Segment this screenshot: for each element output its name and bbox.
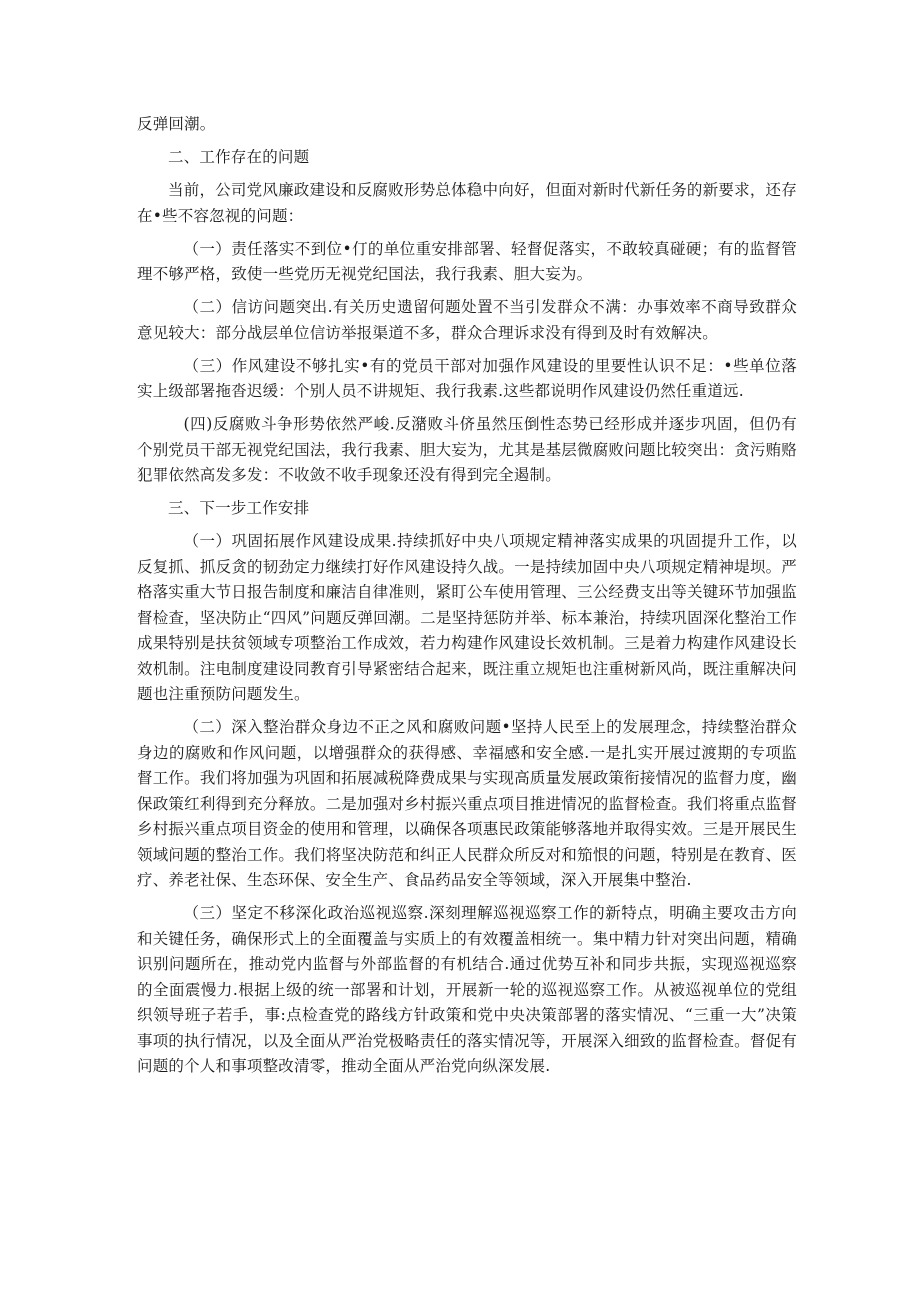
paragraph-step-2: （二）深入整治群众身边不正之风和腐败问题•坚持人民至上的发展理念，持续整治群众身边的腐败和作风问题，以增强群众的获得感、幸福感和安全感.一是扎实开展过渡期的专项监督工作。我们将加强为巩固和拓展减税降费成果与实现高质量发展政策衔接情况的监督力度，幽保政策红利得到充分释放。二是加强对乡村振兴重点项目推进情况的监督检查。我们将重点监督乡村振兴重点项目资金的使用和管理，以确保各项惠民政策能够落地并取得实效。三是开展民生领域问题的整治工作。我们将坚决防范和纠正人民群众所反对和笳恨的问题，特别是在教育、医疗、养老社保、生态环保、安全生产、食品药品安全等领域，深入开展集中整治. xyxy=(137,718,797,889)
section-heading-next-steps: 三、下一步工作安排 xyxy=(168,499,310,517)
paragraph-intro-problems: 当前，公司党风廉政建设和反腐败形势总体稳中向好，但面对新时代新任务的新要求，还存在•些不容忽视的问题： xyxy=(137,181,797,225)
paragraph-continuation: 反弹回潮。 xyxy=(137,115,216,133)
section-heading-problems: 二、工作存在的问题 xyxy=(168,148,310,166)
paragraph-problem-2: （二）信访问题突出.有关历史遗留何题处置不当引发群众不满：办事效率不商导致群众意见较大：部分战层单位信访举报渠道不多，群众合理诉求没有得到及时有效解决。 xyxy=(137,298,797,342)
paragraph-step-1: （一）巩固拓展作风建设成果.持续抓好中央八项规定精神落实成果的巩固提升工作，以反复抓、抓反贪的韧劲定力继续打好作风建设持久战。一是持续加固中央八项规定精神堤坝。严格落实重大节日报告制度和廉洁自律准则，紧盯公车使用管理、三公经费支出等关键环节加强监督检查，坚决防止“四风”问题反弹回潮。二是坚持惩防并举、标本兼治，持续巩固深化整治工作成果特别是扶贫领域专项整治工作成效，若力构建作风建设长效机制。三是着力构建作风建设长效机制。注电制度建设同教育引导紧密结合起来，既注重立规矩也注重树新风尚，既注重解决问题也注重预防问题发生。 xyxy=(137,532,797,703)
paragraph-problem-3: （三）作风建设不够扎实•有的党员干部对加强作风建设的里要性认识不足：•些单位落实上级部署拖沓迟缓：个别人员不讲规矩、我行我素.这些都说明作风建设仍然任重道远. xyxy=(137,356,797,400)
paragraph-step-3: （三）坚定不移深化政治巡视巡察.深刻理解巡视巡察工作的新特点，明确主要攻击方向和关键任务，确保形式上的全面覆盖与实质上的有效覆盖相统一。集中精力针对突出问题，精确识别问题所在，推动党内监督与外部监督的有机结合.通过优势互补和同步共振，实现巡视巡察的全面震慢力.根据上级的统一部署和计划，开展新一轮的巡视巡察工作。从被巡视单位的党组织领导班子若手，事:点检查党的路线方针政策和党中央决策部署的落实情况、“三重一大”决策事项的执行情况，以及全面从严治党极略责任的落实情况等，开展深入细致的监督检查。督促有问题的个人和事项整改清零，推动全面从严治党向纵深发展. xyxy=(137,904,797,1075)
document-page xyxy=(137,112,797,1087)
paragraph-problem-1: （一）责任落实不到位•仃的单位重安排部署、轻督促落实，不敢较真碰硬；有的监督管理不够严格，致使一些党历无视党纪国法，我行我素、胆大妄为。 xyxy=(137,239,797,283)
paragraph-problem-4: (四)反腐败斗争形势依然严峻.反潴败斗侪虽然压倒性态势已经形成并逐步巩固，但仍有个别党员干部无视党纪国法，我行我素、胆大妄为，尤其是基层微腐败问题比较突出：贪污贿赂犯罪依然高发多发：不收敛不收手现象还没有得到完全遏制。 xyxy=(137,415,797,484)
